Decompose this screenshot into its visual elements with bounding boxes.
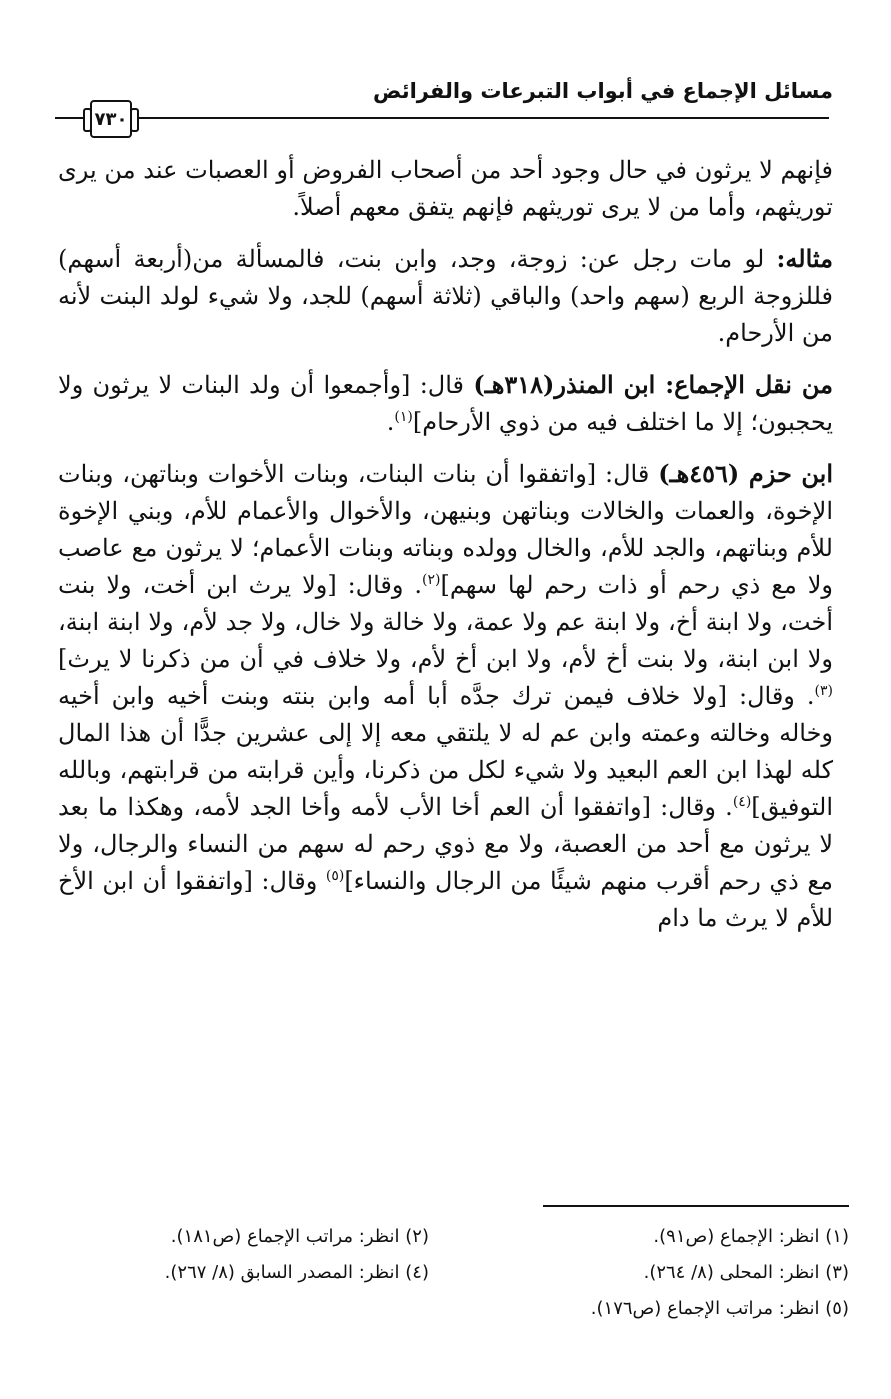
footnote-5: (٥) انظر: مراتب الإجماع (ص١٧٦).	[590, 1298, 849, 1319]
footnote-ref-5: (٥)	[325, 868, 345, 884]
example-text: لو مات رجل عن: زوجة، وجد، وابن بنت، فالمسألة من(أربعة أسهم) فللزوجة الربع (سهم واحد) والباقي (ثلاثة أسهم) للجد، ولا شيء لولد البنت لأنه من الأرحام.	[58, 245, 833, 347]
footnote-row-2	[58, 1256, 849, 1292]
footnote-1: (١) انظر: الإجماع (ص٩١).	[653, 1226, 849, 1247]
ibn-hazm-lead: ابن حزم (٤٥٦هـ)	[658, 459, 834, 488]
paragraph-example	[58, 240, 833, 352]
ibn-hazm-quote-4: . وقال: [واتفقوا أن العم أخا الأب لأمه وأخا الجد لأمه، وهكذا ما بعد لا يرثون مع أحد من العصبة، ولا مع ذوي رحم له سهم من النساء والرجال، ولا مع ذي رحم أقرب منهم شيئًا من الرجال والنساء]	[58, 793, 833, 895]
page-number: ٧٣٠	[94, 108, 128, 130]
paragraph-1	[58, 152, 833, 226]
ibn-hazm-quote-3: . وقال: [ولا خلاف فيمن ترك جدَّه أبا أمه وابن بنته وبنت أخيه وابن أخيه وخاله وخالته وعمته وابن عم له لا يلتقي معه إلا إلى عشرين جدًّا أن هذا المال كله لهذا ابن العم البعيد ولا شيء لكل من ذكرنا، وأين قرابته من قرابتهم، وبالله التوفيق]	[58, 682, 833, 821]
ibn-hazm-quote-2: . وقال: [ولا يرث ابن أخت، ولا بنت أخت، ولا ابنة أخ، ولا ابنة عم ولا عمة، ولا خالة ولا خال، ولا جد لأم، ولا ابنة ابنة، ولا ابن ابنة، ولا بنت أخ لأم، ولا ابن أخ لأم، ولا خلاف في أن من ذكرنا لا يرث]	[58, 571, 833, 673]
main-text	[58, 152, 833, 951]
footnote-ref-1: (١)	[394, 409, 413, 425]
footnote-ref-4: (٤)	[732, 794, 752, 810]
footnote-row-1	[58, 1220, 849, 1256]
running-header-title: مسائل الإجماع في أبواب التبرعات والفرائض	[373, 79, 833, 103]
example-lead: مثاله:	[776, 244, 833, 273]
footnote-4: (٤) انظر: المصدر السابق (٨/ ٢٦٧).	[164, 1262, 429, 1283]
footnote-ref-3: (٣)	[814, 683, 833, 699]
footnote-row-3	[58, 1292, 849, 1328]
ibn-almundhir-lead: من نقل الإجماع: ابن المنذر(٣١٨هـ)	[473, 370, 834, 399]
footnotes	[58, 1220, 849, 1328]
footnote-separator	[543, 1205, 849, 1207]
header-rule-right	[124, 117, 829, 119]
ibn-hazm-quote-5: وقال: [واتفقوا أن ابن الأخ للأم لا يرث ما دام	[58, 867, 833, 932]
page-number-ornament	[90, 100, 132, 138]
ibn-almundhir-end: .	[386, 408, 395, 436]
footnote-3: (٣) انظر: المحلى (٨/ ٢٦٤).	[643, 1262, 849, 1283]
ibn-almundhir-quote: قال: [وأجمعوا أن ولد البنات لا يرثون ولا يحجبون؛ إلا ما اختلف فيه من ذوي الأرحام]	[58, 371, 833, 436]
paragraph-ibn-almundhir	[58, 366, 833, 441]
footnote-2: (٢) انظر: مراتب الإجماع (ص١٨١).	[170, 1226, 429, 1247]
paragraph-1-text: فإنهم لا يرثون في حال وجود أحد من أصحاب الفروض أو العصبات عند من يرى توريثهم، وأما من لا يرى توريثهم فإنهم يتفق معهم أصلاً.	[58, 156, 833, 221]
ibn-hazm-quote-1: قال: [واتفقوا أن بنات البنات، وبنات الأخوات وبناتهن، وبنات الإخوة، والعمات والخالات وبناتهن وبنيهن، والأخوال والأعمام للأم، وبني الإخوة للأم وبناتهم، والجد للأم، والخال وولده وبناته وبنات الأعمام؛ لا يرثون مع عاصب ولا مع ذي رحم أو ذات رحم لها سهم]	[58, 460, 833, 599]
paragraph-ibn-hazm	[58, 455, 833, 937]
footnote-ref-2: (٢)	[421, 572, 441, 588]
